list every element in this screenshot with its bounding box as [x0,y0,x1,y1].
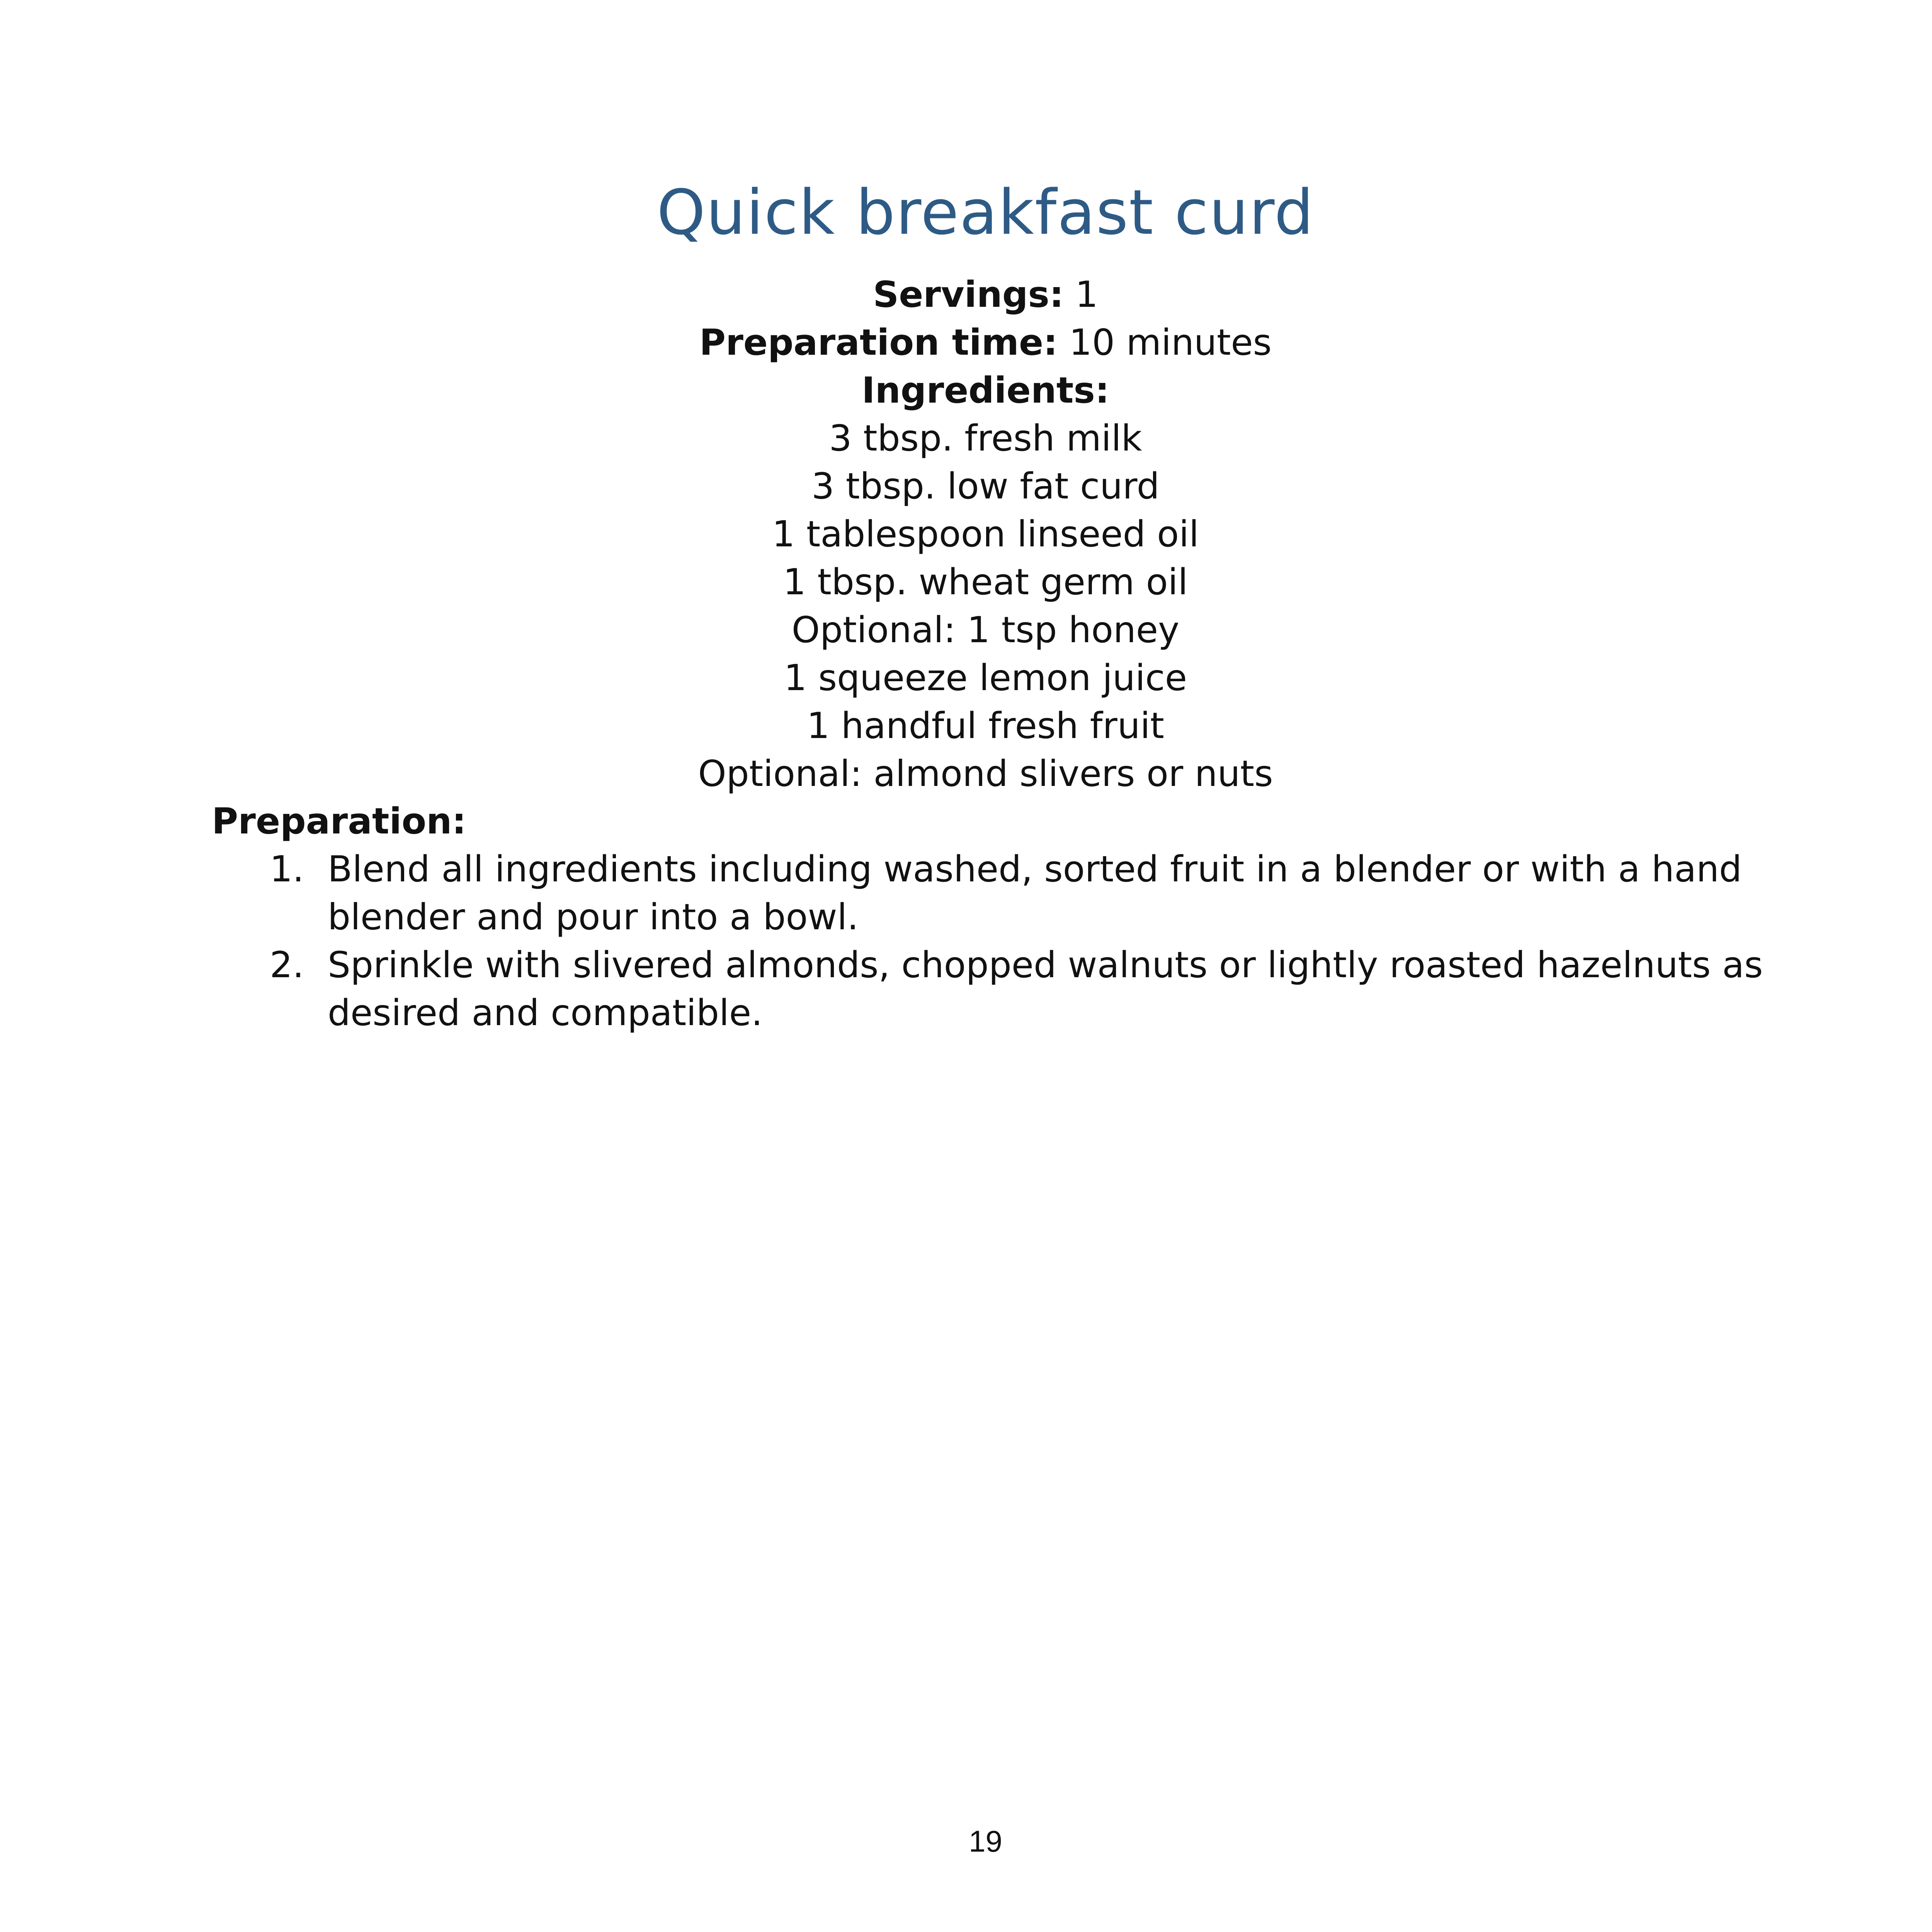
step-text: Blend all ingredients including washed, sorted fruit in a blender or with a hand blender and pour into a bowl. [328,848,1742,938]
step-text: Sprinkle with slivered almonds, chopped walnuts or lightly roasted hazelnuts as desired and compatible. [328,944,1763,1034]
servings-label: Servings: [873,274,1064,315]
recipe-title: Quick breakfast curd [656,176,1315,248]
ingredients-heading: Ingredients: [861,369,1110,411]
ingredient-item: Optional: 1 tsp honey [791,609,1180,651]
preparation-step [212,941,1835,1037]
ingredient-item: 1 tbsp. wheat germ oil [783,561,1188,603]
ingredient-item: 1 tablespoon linseed oil [772,513,1199,555]
step-number: 2. [270,944,304,986]
prep-time-value: 10 minutes [1069,321,1272,363]
preparation-heading: Preparation: [212,800,466,842]
ingredient-item: 1 squeeze lemon juice [784,657,1187,699]
preparation-step [212,845,1835,941]
prep-time-line [0,318,1932,366]
servings-line [0,270,1932,318]
ingredient-item: 3 tbsp. low fat curd [811,465,1160,507]
recipe-summary [0,270,1932,798]
ingredient-item: Optional: almond slivers or nuts [698,753,1273,794]
servings-value: 1 [1075,274,1098,315]
ingredient-item: 3 tbsp. fresh milk [829,417,1142,459]
preparation-steps [212,845,1835,1037]
ingredient-item: 1 handful fresh fruit [806,705,1165,747]
prep-time-label: Preparation time: [699,321,1058,363]
step-number: 1. [270,848,304,890]
page-number: 19 [969,1824,1002,1858]
